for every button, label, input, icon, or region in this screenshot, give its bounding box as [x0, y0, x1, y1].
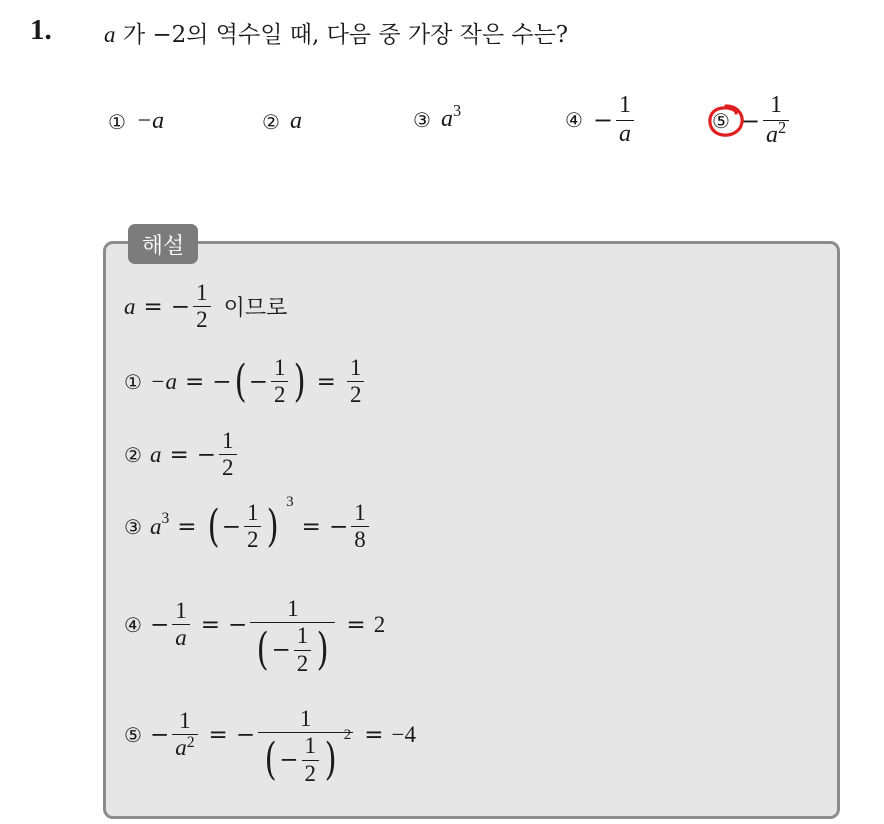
given-equals: = — [143, 293, 163, 320]
line-5-result: −4 — [391, 721, 416, 747]
choice-4-denominator: a — [616, 120, 634, 149]
line-1-equals: = — [184, 368, 205, 395]
choice-5-mark-glyph: ⑤ — [712, 108, 730, 133]
line-5-power-group — [262, 727, 352, 787]
explanation-line-3 — [124, 494, 372, 554]
choice-3-mark: ③ — [413, 107, 431, 132]
line-2-denominator: 2 — [219, 454, 237, 481]
choice-5-denominator — [763, 120, 789, 150]
line-4-sign-2: − — [228, 611, 248, 638]
line-1-fraction — [271, 355, 289, 409]
line-1-denominator: 2 — [271, 381, 289, 408]
given-text: 이므로 — [223, 296, 288, 322]
explanation-line-4 — [124, 572, 385, 677]
choice-1-mark: ① — [108, 109, 126, 134]
explanation-line-2 — [124, 428, 240, 482]
line-3-result — [351, 500, 369, 554]
line-5-fraction — [172, 708, 197, 762]
given-numerator: 1 — [196, 280, 208, 305]
question-body: 가 −2의 역수일 때, 다음 중 가장 작은 수는? — [122, 22, 569, 48]
choice-3-exponent: 3 — [452, 101, 462, 121]
line-5-equals-2: = — [364, 721, 384, 748]
line-4-mark: ④ — [124, 612, 142, 637]
line-4-inner-numerator: 1 — [296, 623, 309, 649]
line-4-numerator: 1 — [175, 597, 187, 623]
choice-1-expr: −a — [135, 108, 165, 134]
line-1-inner-sign: − — [248, 368, 268, 395]
choice-5-fraction — [763, 92, 789, 149]
question-text — [104, 16, 568, 49]
line-3-denominator: 2 — [244, 526, 262, 553]
line-4-big-fraction — [250, 596, 335, 677]
line-1-result-denominator: 2 — [347, 381, 365, 408]
given-lhs: a — [124, 293, 136, 319]
line-4-left-paren: ( — [256, 624, 269, 676]
choice-5-sign: − — [739, 106, 761, 135]
choice-3-base: a — [440, 106, 453, 132]
choice-4-sign: − — [592, 106, 614, 135]
choice-2-expr: a — [289, 108, 302, 134]
line-5-equals: = — [208, 721, 228, 748]
line-5-inner-denominator: 2 — [302, 760, 320, 787]
line-4-equals: = — [200, 611, 220, 638]
line-2-sign: − — [196, 441, 216, 468]
line-4-fraction — [172, 598, 190, 652]
line-5-den-exponent: 2 — [186, 734, 195, 752]
line-5-big-fraction — [258, 706, 353, 787]
line-2-equals: = — [169, 441, 189, 468]
given-sign: − — [170, 293, 191, 320]
line-5-den-base: a — [175, 735, 187, 761]
explanation-tag: 해설 — [128, 224, 198, 264]
line-3-right-paren: ) — [267, 501, 280, 553]
answer-circle-icon — [706, 103, 746, 139]
line-1-result-numerator: 1 — [349, 355, 362, 380]
line-3-result-denominator: 8 — [351, 526, 369, 553]
line-5-mark: ⑤ — [124, 722, 142, 747]
line-2-mark: ② — [124, 442, 142, 467]
choice-5-mark — [712, 109, 730, 133]
line-5-inner-sign: − — [279, 747, 299, 774]
line-5-big-numerator: 1 — [299, 706, 312, 731]
line-5-inner-fraction — [302, 733, 320, 787]
line-5-power-exponent: 2 — [343, 727, 352, 744]
given-denominator: 2 — [193, 306, 211, 333]
line-3-inner-sign: − — [221, 513, 241, 540]
line-4-sign: − — [149, 611, 170, 638]
line-3-numerator: 1 — [246, 500, 259, 525]
line-5-numerator: 1 — [179, 707, 191, 733]
line-5-sign-2: − — [235, 721, 256, 748]
explanation-line-1 — [124, 355, 367, 409]
choice-1[interactable] — [108, 108, 164, 135]
choice-5[interactable] — [712, 92, 792, 149]
line-4-equals-2: = — [346, 611, 366, 638]
question-number: 1. — [30, 14, 52, 46]
line-3-result-sign: − — [328, 513, 349, 540]
line-3-exponent: 3 — [161, 510, 170, 528]
line-1-sign: − — [212, 368, 232, 395]
line-5-denominator — [172, 734, 197, 761]
choice-2-mark: ② — [262, 109, 280, 134]
line-3-equals-2: = — [301, 513, 321, 540]
line-1-left-paren: ( — [234, 356, 247, 408]
line-4-denominator: a — [172, 624, 190, 651]
line-1-equals-2: = — [316, 368, 336, 395]
choice-4[interactable] — [565, 92, 637, 148]
line-1-numerator: 1 — [273, 355, 286, 380]
line-3-power-exponent: 3 — [286, 494, 294, 510]
line-4-inner-fraction — [294, 623, 312, 677]
line-3-equals: = — [177, 513, 197, 540]
line-5-big-denominator — [258, 727, 353, 787]
line-1-mark: ① — [124, 369, 142, 394]
choice-5-numerator: 1 — [770, 92, 783, 118]
question-variable: a — [104, 22, 116, 47]
line-1-result — [347, 355, 365, 409]
given-fraction — [193, 280, 211, 334]
line-3-base: a — [149, 513, 162, 539]
line-2-lhs: a — [149, 441, 162, 467]
line-3-left-paren: ( — [207, 501, 220, 553]
choice-3[interactable] — [413, 101, 462, 133]
line-5-left-paren: ( — [264, 734, 277, 786]
line-5-inner-numerator: 1 — [304, 733, 317, 759]
line-5-sign: − — [149, 721, 170, 748]
line-4-big-numerator: 1 — [287, 596, 299, 621]
explanation-line-5 — [124, 682, 416, 787]
line-4-inner-sign: − — [271, 637, 291, 664]
choice-5-den-base: a — [766, 121, 779, 148]
line-4-big-denominator — [250, 622, 335, 677]
line-1-lhs: −a — [149, 368, 177, 394]
line-2-fraction — [219, 428, 237, 482]
choice-4-mark: ④ — [565, 108, 583, 133]
line-4-inner-denominator: 2 — [294, 650, 312, 677]
choice-4-fraction — [616, 92, 634, 148]
explanation-line-given — [124, 280, 287, 334]
line-2-numerator: 1 — [222, 428, 234, 453]
line-1-right-paren: ) — [294, 356, 307, 408]
choice-5-den-exponent: 2 — [778, 118, 787, 138]
line-3-result-numerator: 1 — [354, 500, 366, 525]
line-3-power-group — [205, 494, 294, 554]
choice-4-numerator: 1 — [619, 92, 632, 118]
line-4-result: 2 — [373, 611, 386, 637]
line-3-fraction — [244, 500, 262, 554]
line-4-right-paren: ) — [316, 624, 329, 676]
line-5-right-paren: ) — [324, 734, 337, 786]
choice-2[interactable] — [262, 108, 302, 135]
line-3-mark: ③ — [124, 514, 142, 539]
